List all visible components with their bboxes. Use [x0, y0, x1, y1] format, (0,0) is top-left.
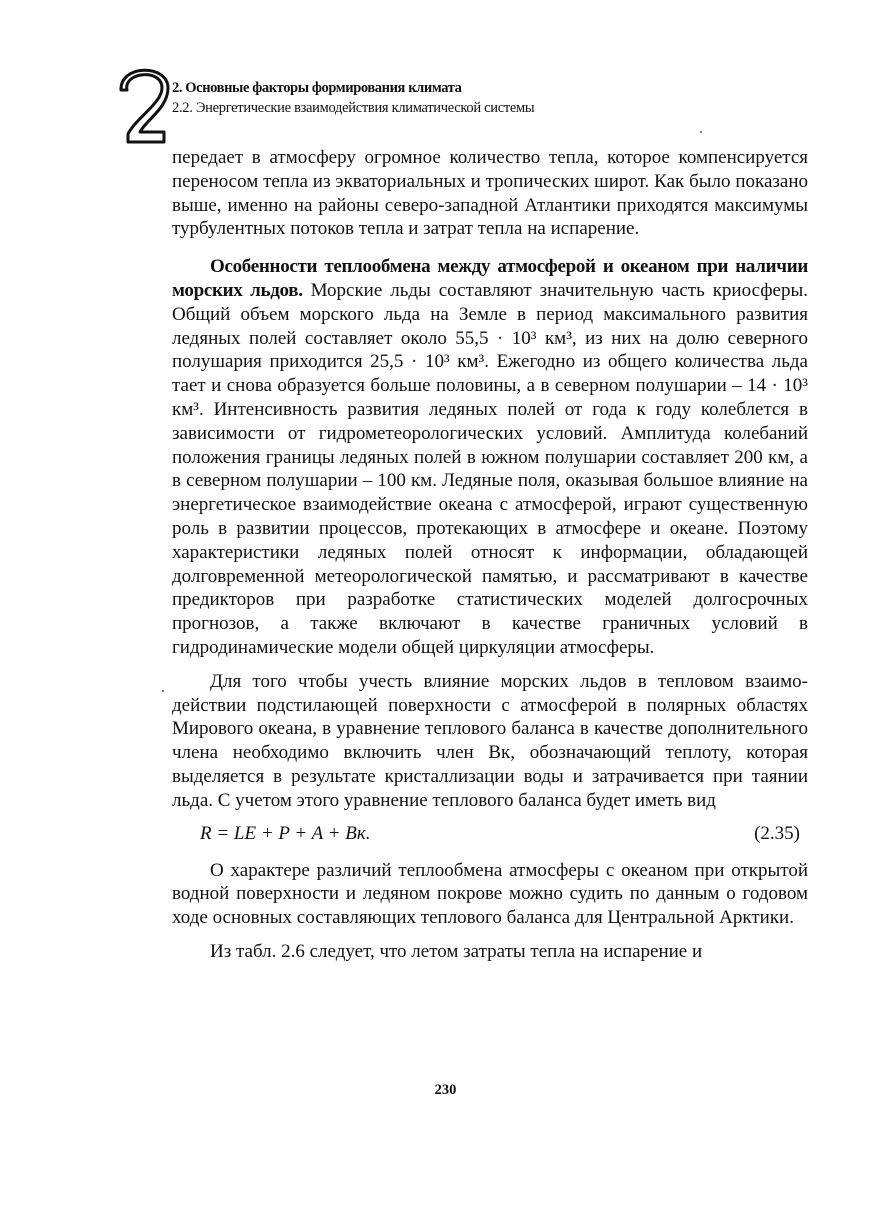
- main-text: [172, 146, 808, 964]
- paragraph-arctic: О характере различий теплообмена атмосферы с океаном при открытой водной поверхности и ледяном покрове можно судить по данным о годовом ходе основных составляющих теплового баланса для Центральной Арктики.: [172, 859, 808, 929]
- page-number: 230: [434, 1082, 457, 1098]
- equation-number: (2.35): [754, 822, 800, 844]
- chapter-title: 2. Основные факторы формирования климата: [172, 80, 462, 96]
- paragraph-continuation: передает в атмосферу огромное количество тепла, которое компенсируется переносом тепла из экваториальных и тропических широт. Как было показано выше, именно на районы северо-западной Атлантики приходятся максимумы турбулентных потоков тепла и затрат тепла на испарение.: [172, 147, 808, 240]
- scan-speck: [700, 131, 702, 133]
- equation-row: [172, 821, 808, 847]
- running-header: [172, 78, 534, 118]
- equation-formula: R = LE + P + A + Bк.: [200, 822, 371, 844]
- chapter-number-2-emblem: [118, 66, 170, 150]
- paragraph-table-ref: Из табл. 2.6 следует, что летом затраты тепла на испарение и: [210, 940, 703, 962]
- paragraph-sea-ice: [172, 255, 808, 660]
- section-title: 2.2. Энергетические взаимодействия климатической системы: [172, 100, 535, 116]
- paragraph-sea-ice-text: Морские льды составляют значительную часть криосферы. Общий объем морского льда на Земле в период максимального развития ледяных полей составляет около 55,5 · 10³ км³, из них на долю северного полушария приходится 25,5 · 10³ км³. Ежегодно из общего количества льда тает и снова образуется больше половины, а в северном полушарии – 14 · 10³ км³. Интенсивность развития ледяных полей от года к году колеблется в зависимости от гидрометеорологических условий. Амплитуда колебаний положения границы ледяных полей в южном полушарии составляет 200 км, а в северном полушарии – 100 км. Ледяные поля, оказывая большое влияние на энергетическое взаимодействие океана с атмосферой, играют существенную роль в развитии процессов, протекающих в атмосфере и океане. Поэтому характеристики ледяных полей относят к информации, обладающей долговременной метеорологической памятью, и рассматривают в качестве предикторов при разработке статистических моделей долгосрочных прогнозов, а также включают в качестве граничных условий в гидродинамические модели общей циркуляции атмосферы.: [172, 279, 808, 658]
- scan-speck: [162, 690, 164, 692]
- paragraph-heat-balance: Для того чтобы учесть влияние морских льдов в тепловом взаимодействии подстилающей поверхности с атмосферой в полярных областях Мирового океана, в уравнение теплового баланса в качестве дополнительного члена необходимо включить член Bк, обозначающий теплоту, которая выделяется в результате кристаллизации воды и затрачивается при таянии льда. С учетом этого уравнение теплового баланса будет иметь вид: [172, 670, 808, 811]
- paragraph-lead-in: Особенности теплообмена между атмосферой и океаном при наличии морских льдов.: [172, 256, 808, 301]
